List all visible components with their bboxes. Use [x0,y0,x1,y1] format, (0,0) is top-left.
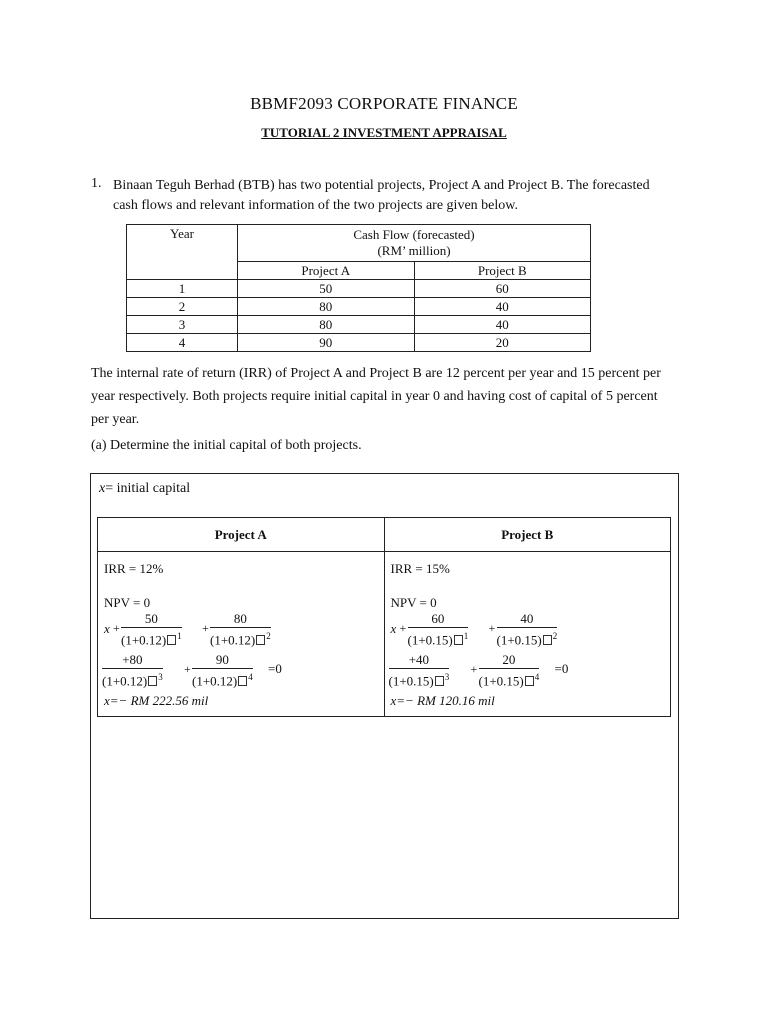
denominator [478,669,540,689]
irr-b: IRR = 15% [390,561,450,576]
numerator: +80 [102,652,163,669]
fraction-b-1 [407,611,469,648]
fraction-a-4 [192,652,253,689]
fraction-b-4 [478,652,540,689]
x-term-a: x [104,621,110,636]
denominator-base: (1+0.15) [407,632,453,648]
plus-b-3: + [470,662,478,676]
project-a-cell: 90 [238,334,415,352]
table-row [127,334,591,352]
project-b-header: Project B [414,262,591,280]
cashflow-header [238,225,591,262]
denominator [121,628,182,648]
part-a-question: (a) Determine the initial capital of both projects. [91,438,362,453]
year-header: Year [127,225,238,280]
placeholder-box-icon [148,676,157,686]
project-b-cell: 40 [414,298,591,316]
denominator [192,669,253,689]
question-number: 1. [91,176,102,191]
npv-b: NPV = 0 [390,595,437,610]
result-a: x=− RM 222.56 mil [104,693,209,708]
project-a-cell: 80 [238,316,415,334]
numerator: 80 [210,611,271,628]
project-a-cell: 50 [238,280,415,298]
answer-col-a-header: Project A [98,518,385,552]
project-b-cell: 20 [414,334,591,352]
project-a-header: Project A [238,262,415,280]
year-cell: 2 [127,298,238,316]
fraction-a-1 [121,611,182,648]
project-a-cell: 80 [238,298,415,316]
x-term-b: x [390,621,397,636]
denominator-base: (1+0.15) [478,673,524,689]
exponent: 4 [534,672,540,682]
exponent: 1 [463,631,469,641]
numerator: 20 [479,652,540,669]
denominator [102,669,163,689]
project-b-cell: 40 [414,316,591,334]
denominator [496,628,558,648]
exponent: 3 [158,672,163,682]
placeholder-box-icon [167,635,176,645]
placeholder-box-icon [454,635,463,645]
numerator: 40 [497,611,558,628]
fraction-a-2 [210,611,271,648]
denominator-base: (1+0.12) [192,673,238,689]
equals-zero-a: =0 [268,661,282,676]
exponent: 4 [248,672,253,682]
placeholder-box-icon [525,676,534,686]
cashflow-table [126,224,591,352]
denominator [388,669,450,689]
cashflow-header-line2: (RM’ million) [377,243,451,258]
denominator [407,628,469,648]
plus-a-1: + [113,621,120,635]
irr-a: IRR = 12% [104,561,164,576]
question-text: Binaan Teguh Berhad (BTB) has two potential projects, Project A and Project B. The forecasted cash flows and relevant information of the two projects are given below. [113,178,650,213]
plus-b-1: + [399,621,407,635]
table-row [127,316,591,334]
fraction-b-3 [388,652,450,689]
project-b-cell: 60 [414,280,591,298]
plus-a-2: + [202,621,209,635]
document-subtitle: TUTORIAL 2 INVESTMENT APPRAISAL [261,125,507,140]
result-b: x=− RM 120.16 mil [390,693,495,708]
numerator: +40 [389,652,450,669]
numerator: 50 [121,611,182,628]
fraction-a-3 [102,652,163,689]
denominator-base: (1+0.15) [388,673,434,689]
x-definition-text: = initial capital [105,481,191,496]
denominator [210,628,271,648]
denominator-base: (1+0.12) [210,632,256,648]
x-variable: x [99,481,106,496]
document-title: BBMF2093 CORPORATE FINANCE [250,94,518,113]
answer-table [97,517,671,717]
answer-col-b-header: Project B [384,518,671,552]
x-definition [99,481,190,497]
plus-b-2: + [488,621,496,635]
denominator-base: (1+0.15) [496,632,542,648]
plus-a-3: + [184,662,191,676]
irr-paragraph: The internal rate of return (IRR) of Project A and Project B are 12 percent per year and 15 percent per year respectively. Both projects require initial capital in year 0 and having cost of capital of 5 percent per year. [91,366,661,427]
cashflow-header-line1: Cash Flow (forecasted) [353,227,475,242]
placeholder-box-icon [256,635,265,645]
table-row [127,280,591,298]
project-a-working [98,552,385,717]
numerator: 60 [408,611,469,628]
exponent: 2 [552,631,558,641]
year-cell: 1 [127,280,238,298]
exponent: 1 [177,631,182,641]
table-row [127,298,591,316]
fraction-b-2 [496,611,558,648]
denominator-base: (1+0.12) [102,673,148,689]
npv-a: NPV = 0 [104,595,151,610]
exponent: 2 [266,631,271,641]
project-b-working [384,552,671,717]
placeholder-box-icon [543,635,552,645]
year-cell: 4 [127,334,238,352]
denominator-base: (1+0.12) [121,632,167,648]
exponent: 3 [444,672,450,682]
numerator: 90 [192,652,253,669]
placeholder-box-icon [435,676,444,686]
year-cell: 3 [127,316,238,334]
equals-zero-b: =0 [554,661,569,676]
placeholder-box-icon [238,676,247,686]
